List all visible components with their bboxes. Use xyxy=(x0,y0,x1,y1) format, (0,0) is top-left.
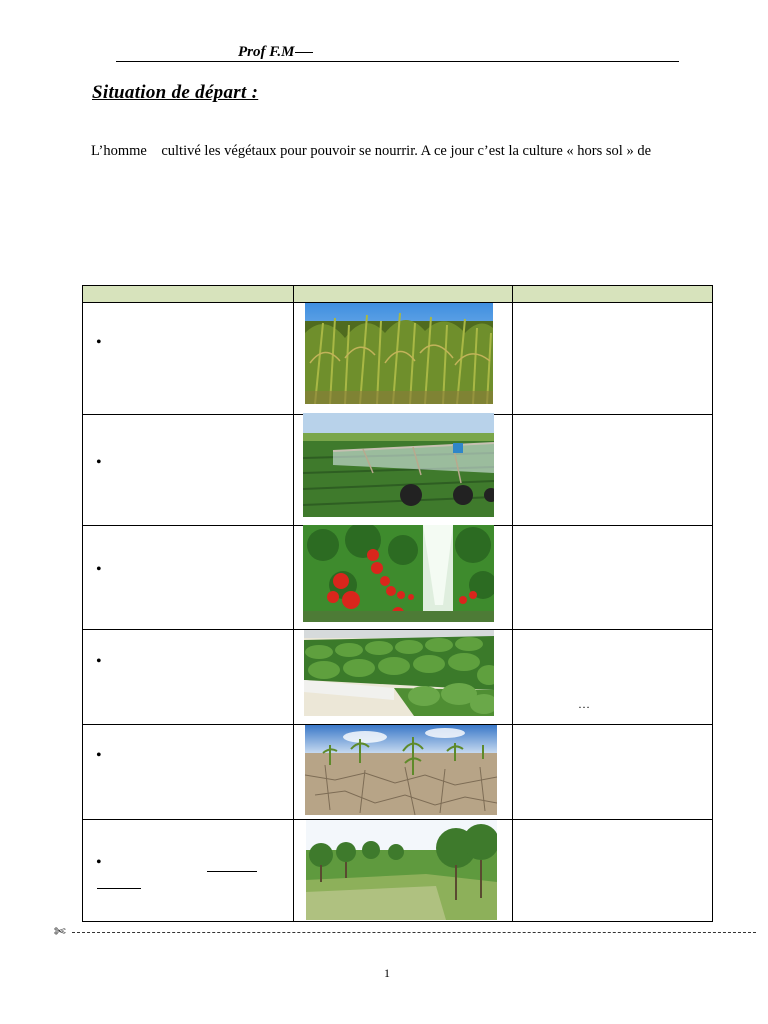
orchard-photo xyxy=(306,820,497,920)
corn-field-photo xyxy=(305,303,493,404)
row-3-bullet: • xyxy=(96,561,102,578)
row-5-bullet: • xyxy=(96,747,102,764)
ellipsis-mark: … xyxy=(578,697,591,711)
dashed-line xyxy=(72,932,756,933)
intro-paragraph: L’homme cultivé les végétaux pour pouvoir se nourrir. A ce jour c’est la culture « hors sol » de xyxy=(91,143,651,159)
drought-corn-photo xyxy=(305,725,497,815)
page-number: 1 xyxy=(384,966,390,980)
row-4-bullet: • xyxy=(96,653,102,670)
section-title: Situation de départ : xyxy=(92,82,259,103)
row-6-blank-1 xyxy=(207,871,257,872)
table-header-cell-2 xyxy=(294,286,512,302)
table-header-cell-1 xyxy=(83,286,293,302)
row-6-bullet: • xyxy=(96,854,102,871)
hydroponic-lettuce-photo xyxy=(304,630,494,716)
irrigation-pivot-photo xyxy=(303,413,494,517)
header-author: Prof F.M xyxy=(236,44,316,61)
row-1-bullet: • xyxy=(96,334,102,351)
greenhouse-tomatoes-photo xyxy=(303,525,494,622)
scissors-icon: ✄ xyxy=(54,924,66,940)
row-2-bullet: • xyxy=(96,454,102,471)
cut-line xyxy=(54,924,756,940)
crop-table xyxy=(82,285,713,922)
row-6-blank-2 xyxy=(97,888,141,889)
header-rule xyxy=(116,61,679,62)
table-header-cell-3 xyxy=(513,286,712,302)
